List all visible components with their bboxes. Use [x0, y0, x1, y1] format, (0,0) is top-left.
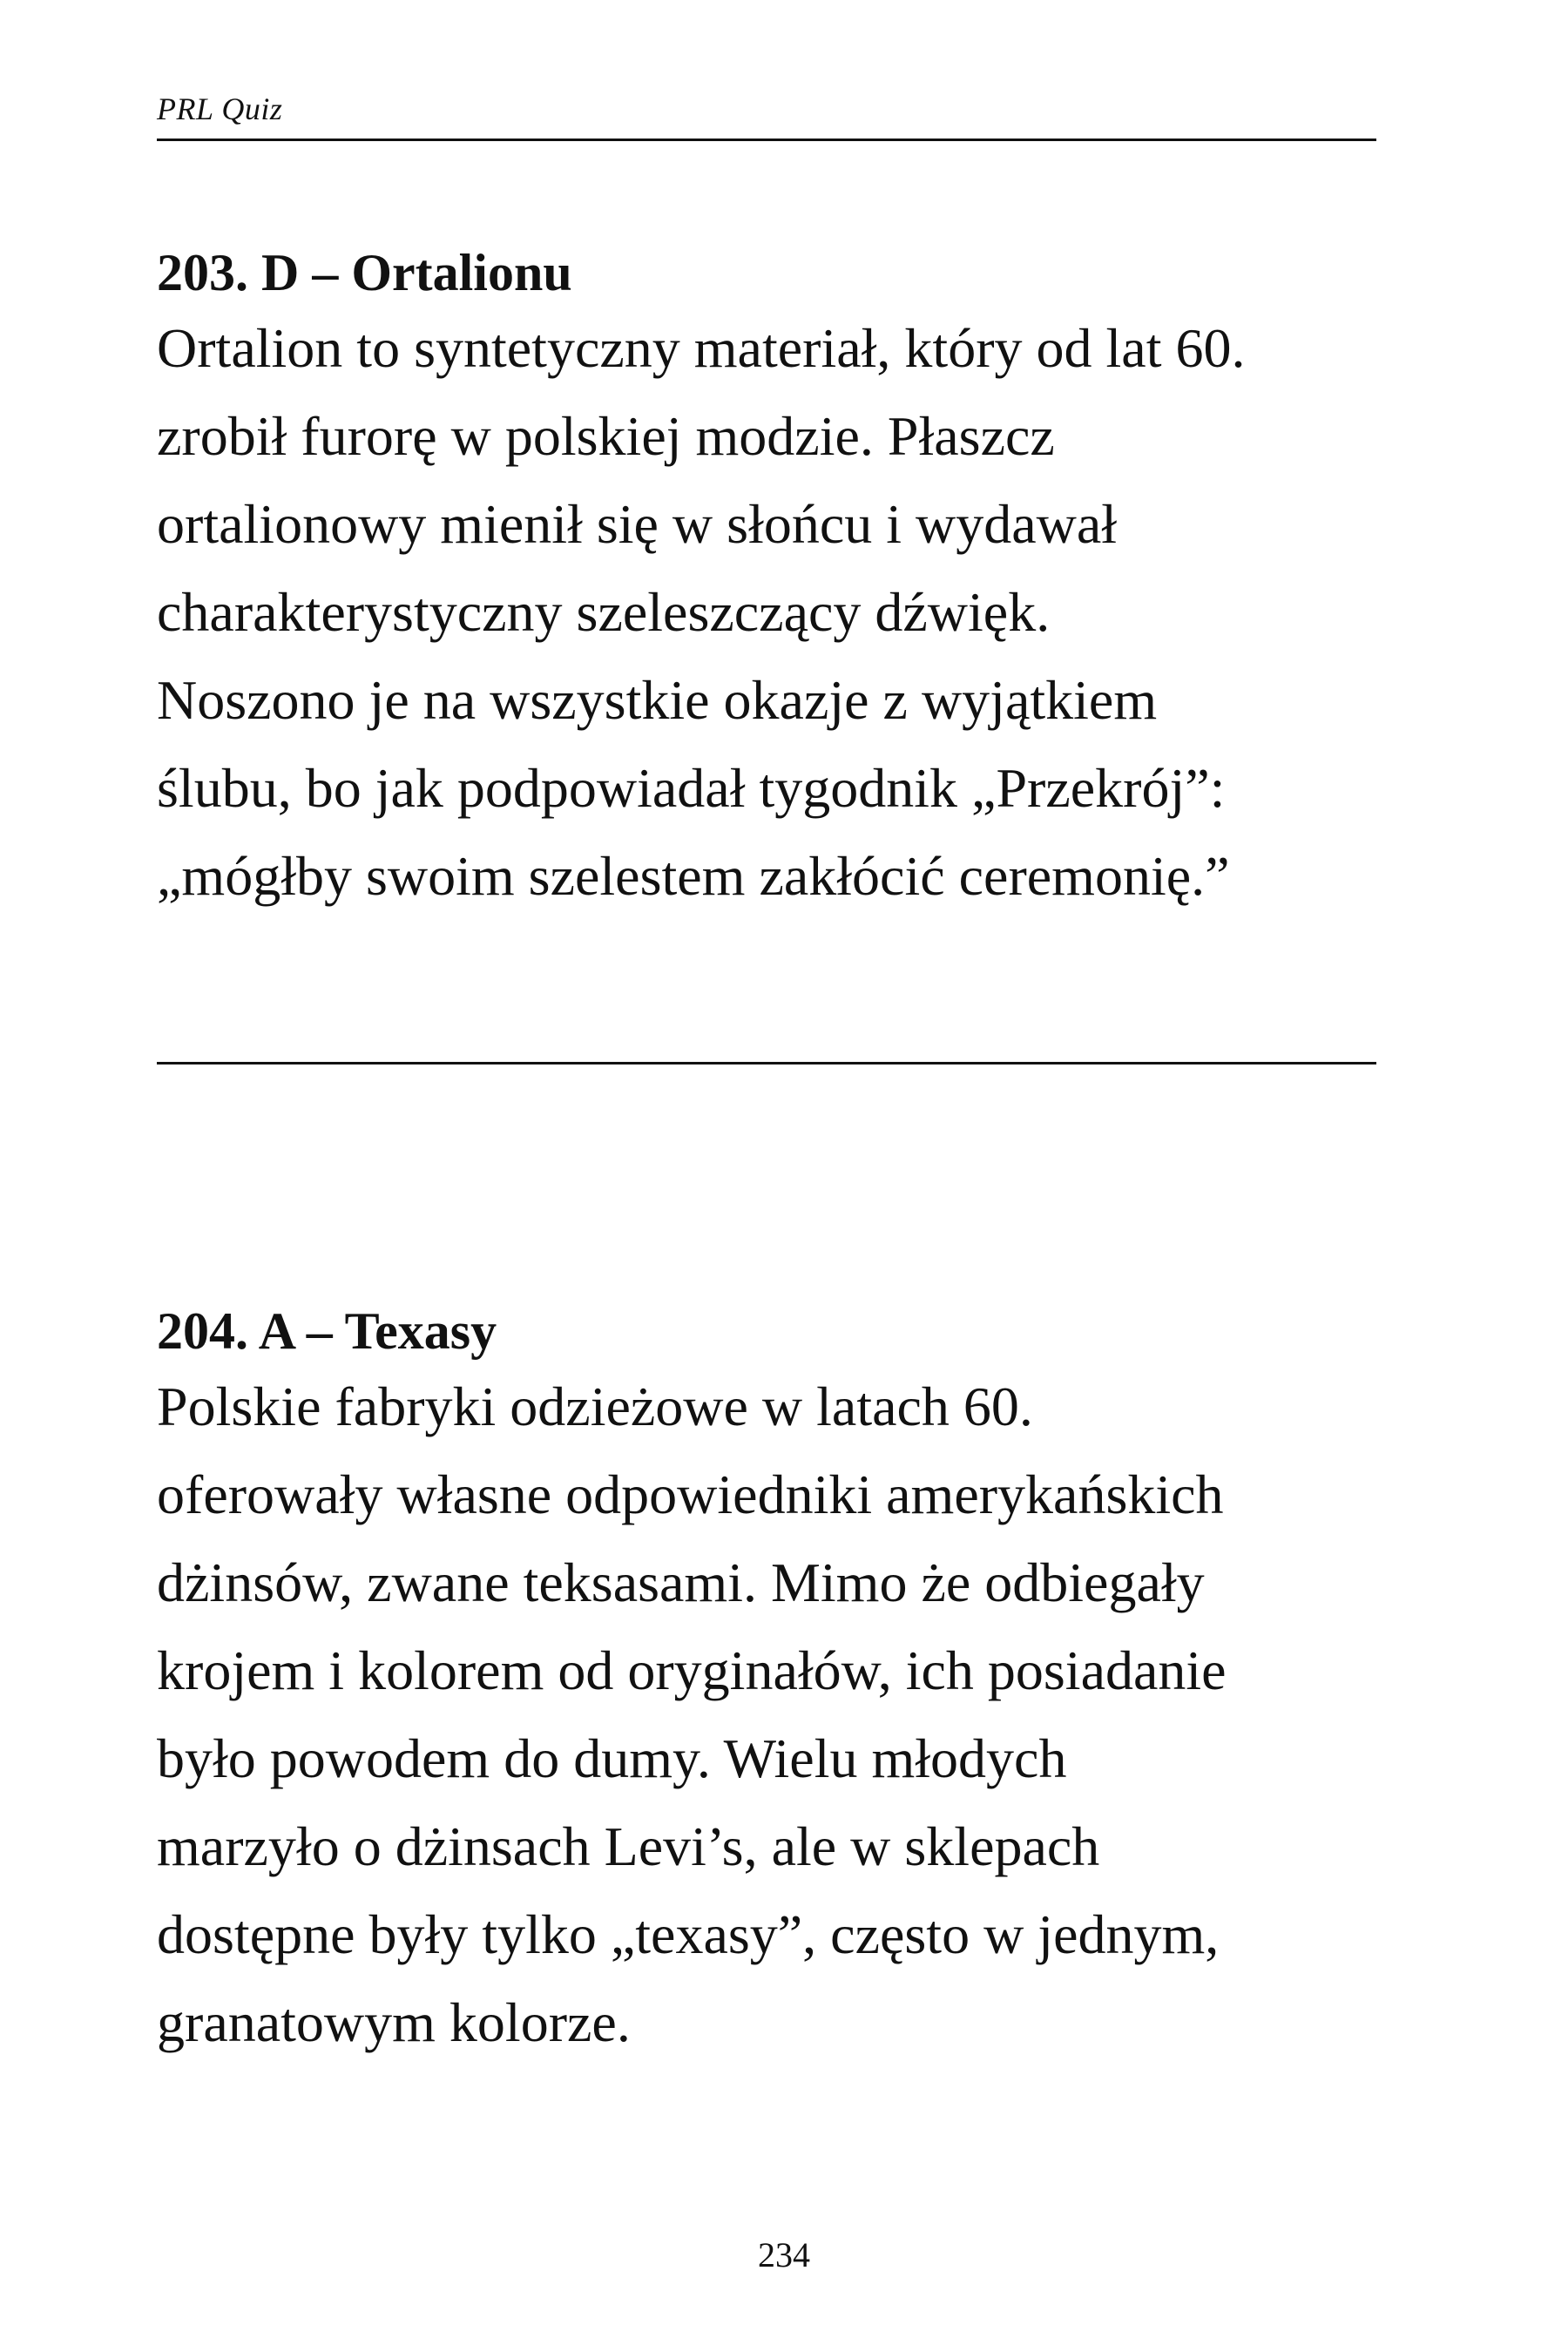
body-line: dostępne były tylko „texasy”, często w jednym, [157, 1903, 1220, 1965]
body-line: zrobił furorę w polskiej modzie. Płaszcz [157, 405, 1055, 467]
body-line: krojem i kolorem od oryginałów, ich posiadanie [157, 1639, 1227, 1701]
page-number: 234 [758, 2235, 810, 2274]
body-line: charakterystyczny szeleszczący dźwięk. [157, 581, 1051, 643]
body-line: granatowym kolorze. [157, 1991, 631, 2053]
running-head: PRL Quiz [157, 91, 283, 126]
body-line: dżinsów, zwane teksasami. Mimo że odbiegały [157, 1551, 1205, 1613]
body-line: ortalionowy mienił się w słońcu i wydawał [157, 493, 1118, 555]
body-line: Polskie fabryki odzieżowe w latach 60. [157, 1375, 1033, 1437]
section-divider [157, 1062, 1376, 1064]
body-line: oferowały własne odpowiedniki amerykańskich [157, 1463, 1224, 1525]
entry-body [157, 304, 1394, 920]
body-line: ślubu, bo jak podpowiadał tygodnik „Przekrój”: [157, 757, 1226, 819]
entry-body [157, 1362, 1394, 2066]
body-line: marzyło o dżinsach Levi’s, ale w sklepach [157, 1815, 1100, 1877]
body-line: Ortalion to syntetyczny materiał, który od lat 60. [157, 317, 1246, 379]
header-rule [157, 139, 1376, 141]
entry-heading: 203. D – Ortalionu [157, 243, 572, 301]
entry-heading: 204. A – Texasy [157, 1301, 497, 1360]
body-line: „mógłby swoim szelestem zakłócić ceremonię.” [157, 845, 1230, 907]
body-line: było powodem do dumy. Wielu młodych [157, 1727, 1067, 1789]
body-line: Noszono je na wszystkie okazje z wyjątkiem [157, 669, 1158, 731]
